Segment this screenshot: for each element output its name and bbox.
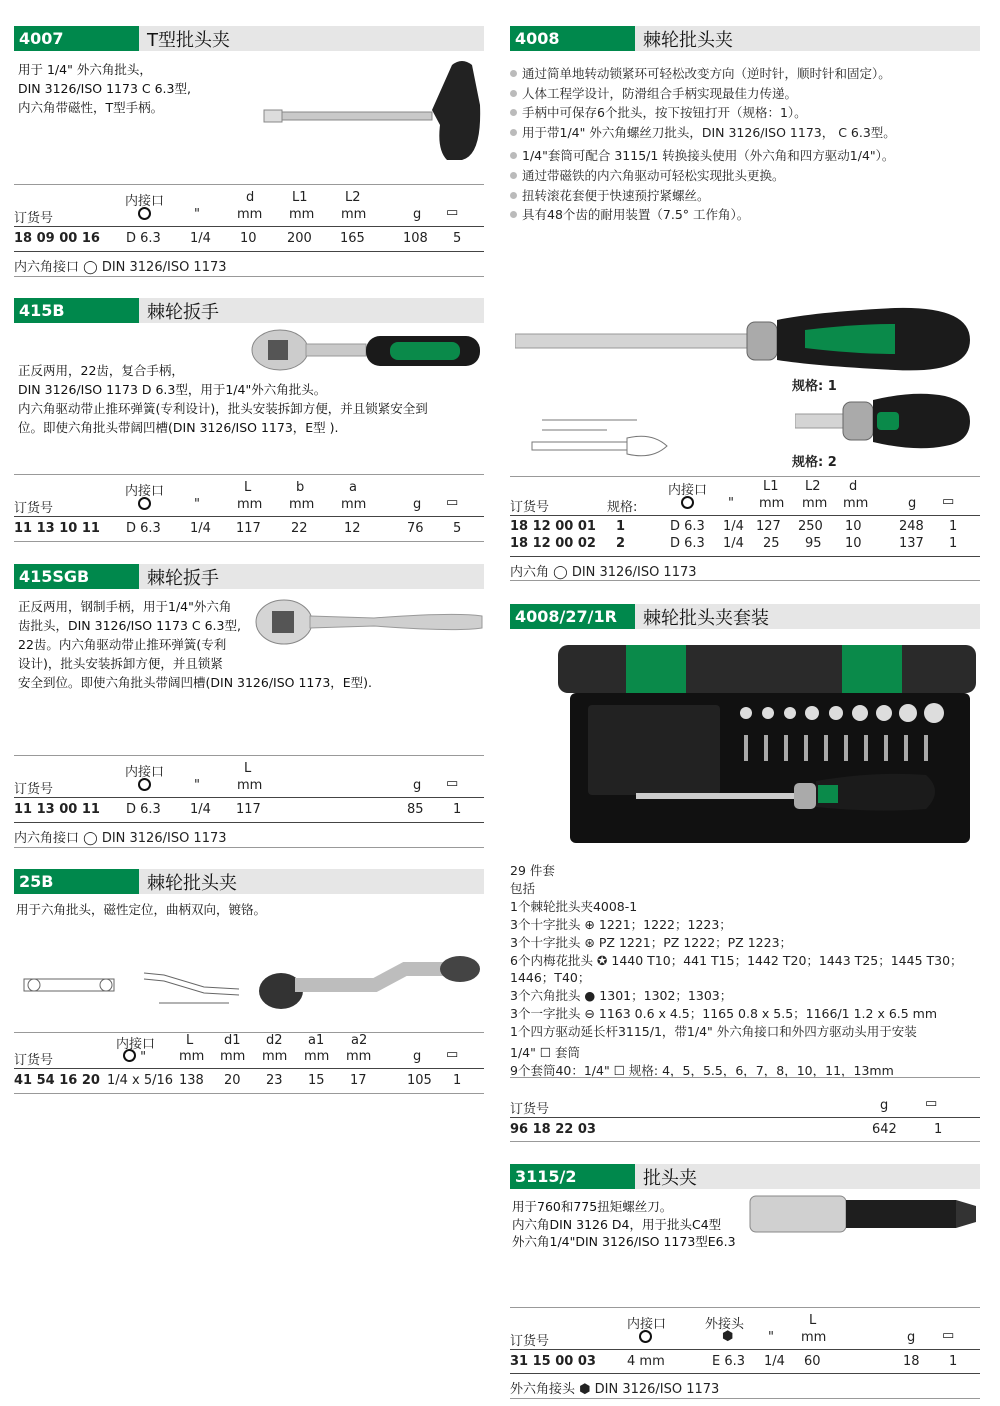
description-25b: 用于六角批头，磁性定位，曲柄双向，镀铬。 — [16, 902, 267, 917]
list-item: 人体工程学设计，防滑组合手柄实现最佳力传递。 — [510, 84, 896, 104]
ratchet-screwdriver-image — [515, 300, 973, 380]
section-header-3115-2 — [510, 1164, 980, 1189]
bit-set-case-image — [556, 641, 978, 851]
product-title: 棘轮批头夹套装 — [635, 604, 980, 629]
product-code: 4008/27/1R — [510, 604, 635, 629]
package-icon: ▭ — [942, 1328, 955, 1343]
t-handle-bit-holder-image — [262, 55, 484, 165]
hex-socket-icon — [681, 496, 694, 509]
product-code: 25B — [14, 869, 139, 894]
package-icon: ▭ — [446, 495, 459, 510]
offset-ratchet-image — [255, 955, 483, 1015]
dimension-drawing-4008 — [512, 412, 672, 464]
bit-holder-image — [748, 1192, 980, 1236]
product-code: 3115/2 — [510, 1164, 635, 1189]
list-item: 扭转滚花套便于快速预拧紧螺丝。 — [510, 186, 896, 206]
product-code: 415SGB — [14, 564, 139, 589]
set-contents-list: 29 件套 包括 1个棘轮批头夹4008-1 3个十字批头 ⊕ 1221；1222；1223； 3个十字批头 ⊛ PZ 1221；PZ 1222；PZ 1223； 6个内梅花批头 ✪ 1440 T10；441 T15；1442 T20；1443 T25；1445 T30； 1446；T40； 3个六角批头 ● 1301；1302；1303； 3个一字批头 ⊖ 1163 0.6 x 4.5；1165 0.8 x 5.5；1166/1 1.2 x 6.5 mm 1个四方驱动延长杆3115/1，带1/4" 外六角接口和外四方驱动头用于安装 1/4" ☐ 套筒 9个套筒40：1/4" ☐ 规格: 4，5，5.5，6，7，8，10，11，13mm — [510, 863, 963, 1078]
spec-1-label: 规格: 1 — [792, 379, 837, 394]
product-code: 4007 — [14, 26, 139, 51]
drive-standard-note: 内六角 ◯ DIN 3126/ISO 1173 — [510, 565, 697, 580]
section-header-415b — [14, 298, 484, 323]
section-header-25b — [14, 869, 484, 894]
list-item: 手柄中可保存6个批头，按下按钮打开（规格：1）。 — [510, 103, 896, 123]
package-icon: ▭ — [942, 494, 955, 509]
package-icon: ▭ — [446, 776, 459, 791]
hex-socket-icon — [123, 1049, 136, 1062]
offset-ratchet-drawing — [14, 965, 254, 1010]
spec-2-label: 规格: 2 — [792, 455, 837, 470]
list-item: 通过带磁铁的内六角驱动可轻松实现批头更换。 — [510, 166, 896, 186]
list-item: 用于带1/4" 外六角螺丝刀批头，DIN 3126/ISO 1173， C 6.3型。 — [510, 123, 896, 143]
product-code: 4008 — [510, 26, 635, 51]
description-4007: 用于 1/4" 外六角批头， DIN 3126/ISO 1173 C 6.3型, 内六角带磁性，T型手柄。 — [18, 62, 191, 115]
stubby-ratchet-image — [795, 392, 973, 450]
product-title: 棘轮扳手 — [139, 564, 484, 589]
description-415b: 正反两用，22齿，复合手柄， DIN 3126/ISO 1173 D 6.3型，用于1/4"外六角批头。 内六角驱动带止推环弹簧(专利设计)，批头安装拆卸方便，并且锁紧安全到 位。即使六角批头带阔凹槽(DIN 3126/ISO 1173，E型 ). — [18, 363, 428, 435]
description-415sgb: 正反两用，钢制手柄，用于1/4"外六角 齿批头，DIN 3126/ISO 1173 C 6.3型, 22齿。内六角驱动带止推环弹簧(专利 设计)，批头安装拆卸方便，并且锁紧 安全到位。即使六角批头带阔凹槽(DIN 3126/ISO 1173，E型). — [18, 599, 373, 690]
product-title: 棘轮批头夹 — [139, 869, 484, 894]
package-icon: ▭ — [446, 205, 459, 220]
product-title: 批头夹 — [635, 1164, 980, 1189]
drive-standard-note: 外六角接头 ⬢ DIN 3126/ISO 1173 — [510, 1382, 720, 1397]
list-item: 通过简单地转动锁紧环可轻松改变方向（逆时针，顺时针和固定）。 — [510, 64, 896, 84]
list-item: 1/4"套筒可配合 3115/1 转换接头使用（外六角和四方驱动1/4"）。 — [510, 146, 896, 166]
hex-socket-icon — [138, 497, 151, 510]
hex-shank-icon: ⬢ — [722, 1329, 734, 1344]
package-icon: ▭ — [446, 1047, 459, 1062]
package-icon: ▭ — [925, 1096, 938, 1111]
hex-socket-icon — [138, 778, 151, 791]
section-header-4007 — [14, 26, 484, 51]
product-title: 棘轮扳手 — [139, 298, 484, 323]
section-header-4008-27-1r — [510, 604, 980, 629]
section-header-4008 — [510, 26, 980, 51]
product-code: 415B — [14, 298, 139, 323]
product-title: 棘轮批头夹 — [635, 26, 980, 51]
description-3115: 用于760和775扭矩螺丝刀。 内六角DIN 3126 D4，用于批头C4型 外六角1/4"DIN 3126/ISO 1173型E6.3 — [512, 1199, 736, 1249]
section-header-415sgb — [14, 564, 484, 589]
drive-standard-note: 内六角接口 ◯ DIN 3126/ISO 1173 — [14, 831, 227, 846]
product-title: T型批头夹 — [139, 26, 484, 51]
feature-list-4008 — [510, 64, 896, 225]
drive-standard-note: 内六角接口 ◯ DIN 3126/ISO 1173 — [14, 260, 227, 275]
hex-socket-icon — [639, 1330, 652, 1343]
hex-socket-icon — [138, 207, 151, 220]
list-item: 具有48个齿的耐用装置（7.5° 工作角）。 — [510, 205, 896, 225]
